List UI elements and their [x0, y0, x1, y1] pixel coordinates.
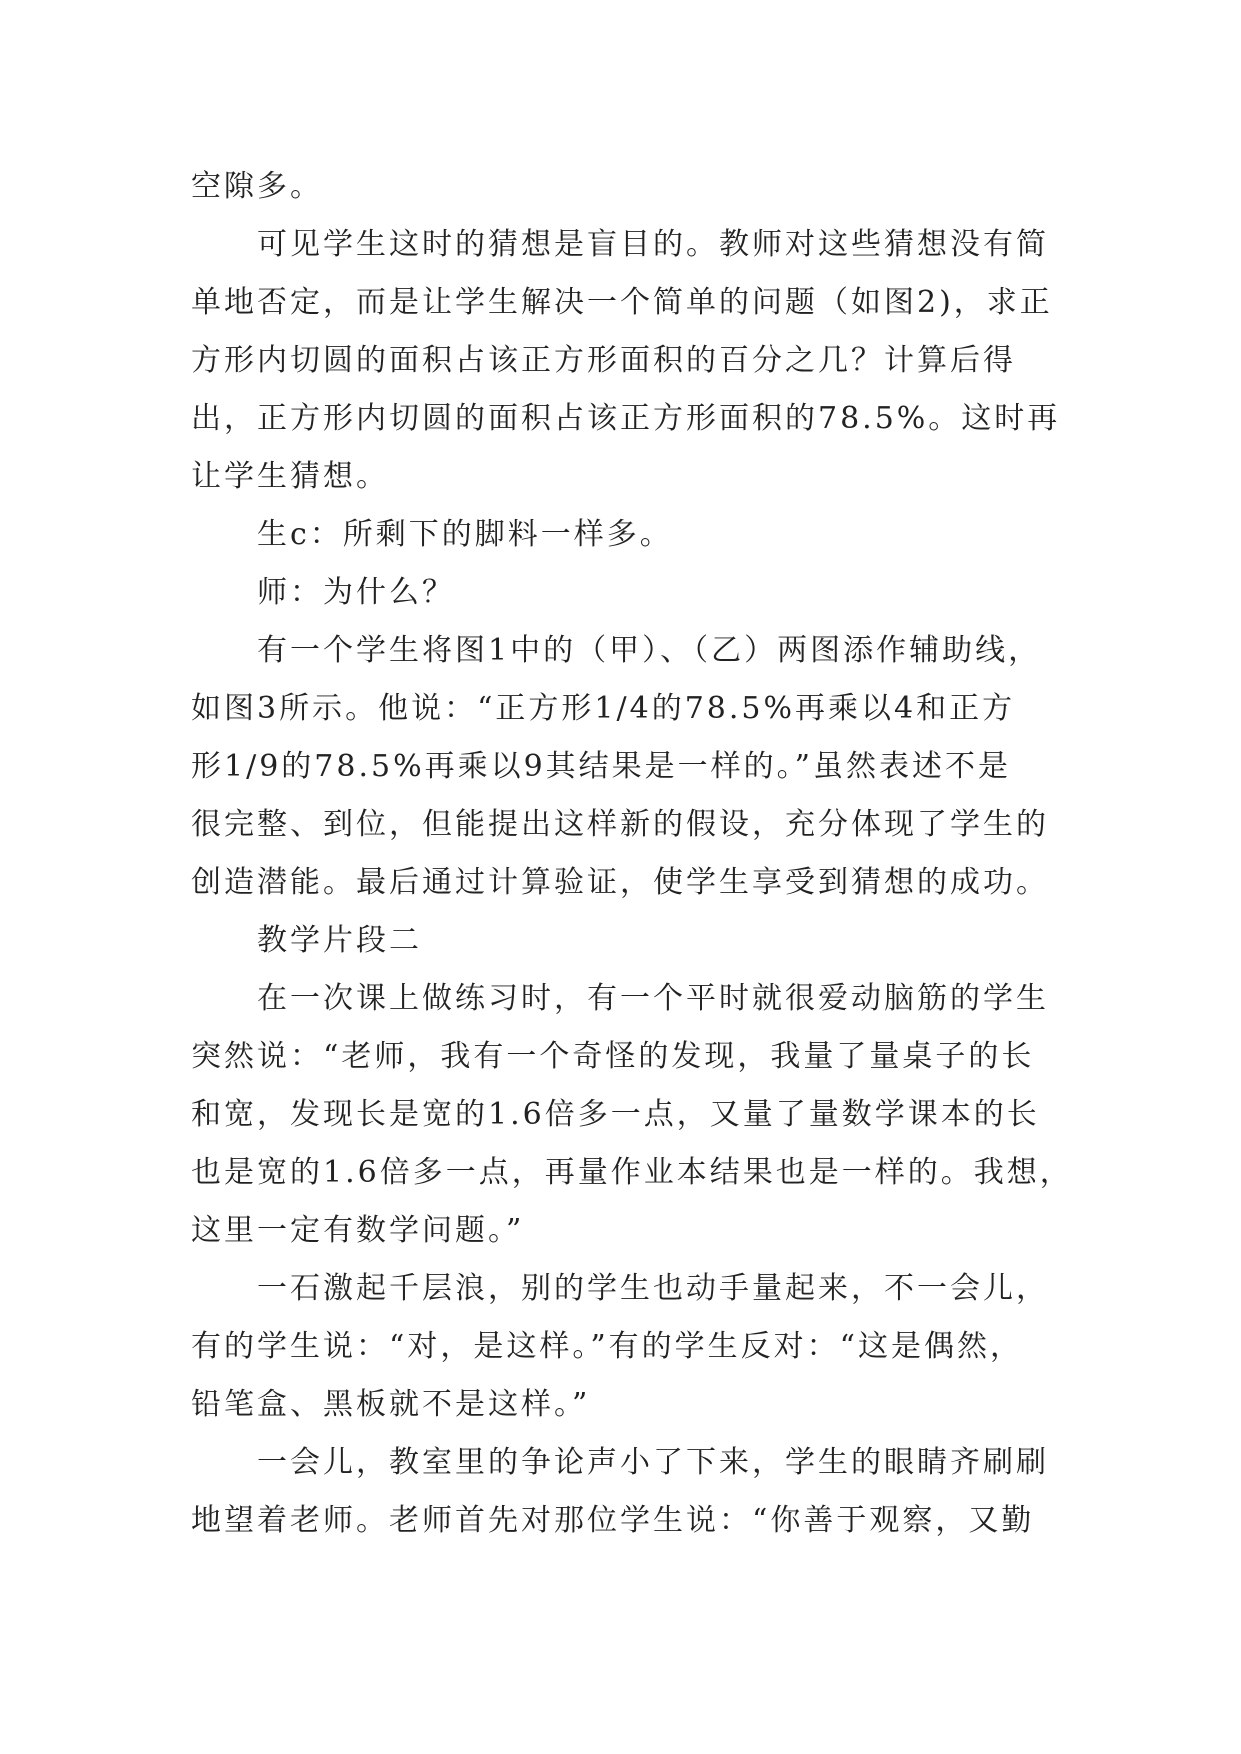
text-line: 地望着老师。老师首先对那位学生说：“你善于观察，又勤 [191, 1503, 1035, 1538]
text-line: 形1/9的78.5%再乘以9其结果是一样的。”虽然表述不是 [191, 749, 1012, 784]
text-line: 师：为什么？ [257, 575, 455, 610]
text-line: 如图3所示。他说：“正方形1/4的78.5%再乘以4和正方 [191, 691, 1016, 726]
text-line: 方形内切圆的面积占该正方形面积的百分之几？计算后得 [191, 343, 1016, 378]
text-line: 一会儿，教室里的争论声小了下来，学生的眼睛齐刷刷 [257, 1445, 1049, 1480]
section-heading: 教学片段二 [257, 923, 422, 958]
text-line: 突然说：“老师，我有一个奇怪的发现，我量了量桌子的长 [191, 1039, 1035, 1074]
text-line: 有一个学生将图1中的（甲）、（乙）两图添作辅助线， [257, 633, 1042, 668]
text-line: 出，正方形内切圆的面积占该正方形面积的78.5%。这时再 [191, 401, 1061, 436]
body-text [191, 158, 1071, 1550]
text-line: 生c：所剩下的脚料一样多。 [257, 517, 673, 552]
text-line: 单地否定，而是让学生解决一个简单的问题（如图2)，求正 [191, 285, 1053, 320]
text-line: 也是宽的1.6倍多一点，再量作业本结果也是一样的。我想， [191, 1155, 1073, 1190]
text-line: 一石激起千层浪，别的学生也动手量起来，不一会儿， [257, 1271, 1049, 1306]
text-line: 创造潜能。最后通过计算验证，使学生享受到猜想的成功。 [191, 865, 1049, 900]
text-line: 在一次课上做练习时，有一个平时就很爱动脑筋的学生 [257, 981, 1049, 1016]
text-line: 和宽，发现长是宽的1.6倍多一点，又量了量数学课本的长 [191, 1097, 1040, 1132]
text-line: 铅笔盒、黑板就不是这样。” [191, 1387, 591, 1422]
text-line: 空隙多。 [191, 169, 323, 204]
text-line: 很完整、到位，但能提出这样新的假设，充分体现了学生的 [191, 807, 1049, 842]
text-line: 让学生猜想。 [191, 459, 389, 494]
text-line: 有的学生说：“对，是这样。”有的学生反对：“这是偶然， [191, 1329, 1024, 1364]
text-line: 这里一定有数学问题。” [191, 1213, 525, 1248]
text-line: 可见学生这时的猜想是盲目的。教师对这些猜想没有简 [257, 227, 1049, 262]
